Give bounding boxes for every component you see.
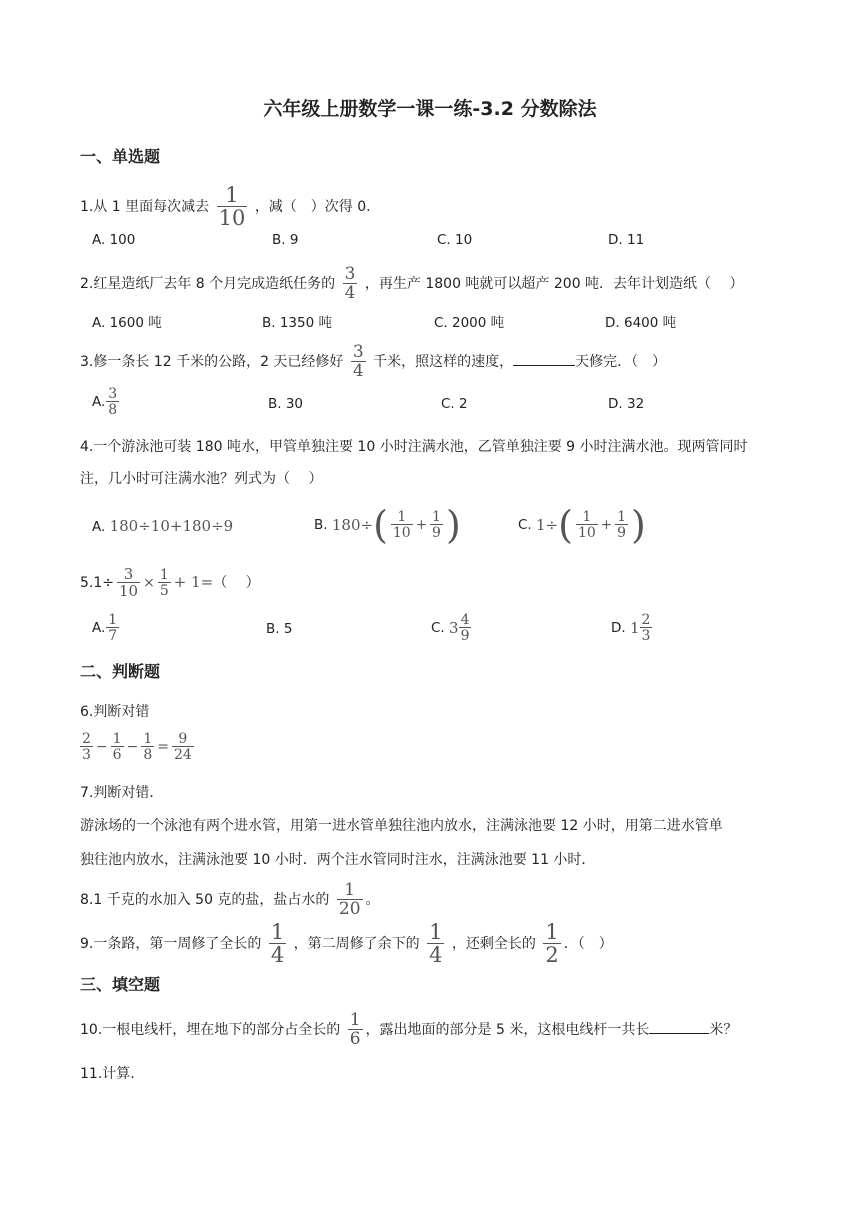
- question-2-option-c[interactable]: C. 2000 吨: [434, 315, 505, 331]
- section-heading-true-false: 二、判断题: [80, 662, 161, 681]
- question-3-option-c[interactable]: C. 2: [441, 396, 468, 412]
- question-4-line-1: 4.一个游泳池可装 180 吨水，甲管单独注要 10 小时注满水池，乙管单独注要 9 小时注满水池。现两管同时: [80, 439, 748, 455]
- question-2-option-d[interactable]: D. 6400 吨: [605, 315, 677, 331]
- question-2-option-b[interactable]: B. 1350 吨: [262, 315, 332, 331]
- fraction-one-quarter: $\frac{1}{4}$: [270, 920, 285, 967]
- fraction-one-tenth: $\frac{1}{10}$: [218, 183, 246, 230]
- question-5-option-b[interactable]: B. 5: [266, 621, 293, 637]
- fraction-one-seventh: $\frac{1}{7}$: [108, 612, 118, 644]
- question-4-option-a[interactable]: A. 180÷10+180÷9: [92, 517, 234, 535]
- section-heading-single-choice: 一、单选题: [80, 147, 161, 166]
- question-3-text-mid: 千米，照这样的速度，: [373, 354, 514, 370]
- fraction-one-quarter: $\frac{1}{4}$: [429, 920, 443, 967]
- question-3-option-d[interactable]: D. 32: [608, 396, 645, 412]
- question-1-option-a[interactable]: A. 100: [92, 232, 136, 248]
- question-1-option-b[interactable]: B. 9: [272, 232, 299, 248]
- fraction-four-ninths: $\frac{4}{9}$: [460, 612, 470, 644]
- question-5-option-a[interactable]: A. $\frac{1}{7}$: [92, 612, 118, 644]
- fraction-two-thirds: $\frac{2}{3}$: [82, 731, 91, 763]
- question-3: [80, 344, 666, 380]
- section-heading-fill-in: 三、填空题: [80, 975, 161, 994]
- question-1-text: 1.从 1 里面每次减去: [80, 199, 210, 215]
- fraction-one-fifth: $\frac{1}{5}$: [159, 567, 169, 599]
- fraction-one-tenth: $\frac{1}{10}$: [392, 509, 411, 541]
- question-5: 5.1÷ $\frac{3}{10}$ × $\frac{1}{5}$ + 1=（ ）: [80, 565, 260, 600]
- fraction-three-tenths: $\frac{3}{10}$: [119, 565, 139, 600]
- question-9: 9.一条路，第一周修了全长的 $\frac{1}{4}$ ，第二周修了余下的 $\frac{1}{4}$ ，还剩全长的 $\frac{1}{2}$ ．（ ）: [80, 920, 613, 967]
- question-3-option-b[interactable]: B. 30: [268, 396, 304, 412]
- question-11: 11.计算.: [80, 1066, 135, 1082]
- answer-blank[interactable]: [513, 365, 575, 366]
- question-1-option-d[interactable]: D. 11: [608, 232, 645, 248]
- question-2-text-end: ，再生产 1800 吨就可以超产 200 吨．去年计划造纸（ ）: [364, 276, 744, 292]
- fraction-one-ninth: $\frac{1}{9}$: [617, 509, 627, 541]
- fraction-one-eighth: $\frac{1}{8}$: [143, 731, 153, 763]
- question-7: 7.判断对错．: [80, 785, 164, 801]
- question-6: 6.判断对错: [80, 704, 150, 720]
- question-3-text-end: 天修完．（ ）: [575, 354, 667, 370]
- expression: 180÷10+180÷9: [109, 517, 234, 535]
- fraction-one-sixth: $\frac{1}{6}$: [112, 731, 122, 763]
- fraction-three-eighths: $\frac{3}{8}$: [108, 386, 118, 418]
- question-3-text: 3.修一条长 12 千米的公路，2 天已经修好: [80, 354, 344, 370]
- fraction-one-half: $\frac{1}{2}$: [545, 920, 559, 967]
- question-1-option-c[interactable]: C. 10: [437, 232, 473, 248]
- question-4-line-2: 注，几小时可注满水池？列式为（ ）: [80, 471, 323, 487]
- question-1-text-end: ，减（ ）次得 0.: [254, 199, 371, 215]
- question-3-option-a[interactable]: A. $\frac{3}{8}$: [92, 386, 118, 418]
- page-title: 六年级上册数学一课一练-3.2 分数除法: [263, 98, 597, 120]
- fraction-two-thirds: $\frac{2}{3}$: [641, 612, 651, 644]
- fraction-nine-twentyfourths: $\frac{9}{24}$: [173, 731, 192, 763]
- fraction-three-quarters: $\frac{3}{4}$: [344, 264, 356, 303]
- fraction-one-tenth: $\frac{1}{10}$: [577, 509, 596, 541]
- question-4-option-c[interactable]: C. 1÷( $\frac{1}{10}$ + $\frac{1}{9}$ ): [518, 503, 646, 547]
- question-2: [80, 266, 744, 302]
- question-2-text: 2.红星造纸厂去年 8 个月完成造纸任务的: [80, 276, 336, 292]
- question-2-option-a[interactable]: A. 1600 吨: [92, 315, 162, 331]
- question-1: [80, 185, 371, 229]
- question-7-line-2: 独往池内放水，注满泳池要 10 小时．两个注水管同时注水，注满泳池要 11 小时．: [80, 852, 596, 868]
- question-8: 8.1 千克的水加入 50 克的盐，盐占水的 $\frac{1}{20}$ 。: [80, 880, 380, 919]
- question-4-option-b[interactable]: B. 180÷( $\frac{1}{10}$ + $\frac{1}{9}$ ): [314, 503, 461, 547]
- question-10: 10.一根电线杆，埋在地下的部分占全长的 $\frac{1}{6}$ ，露出地面的部分是 5 米，这根电线杆一共长 米？: [80, 1010, 738, 1049]
- answer-blank[interactable]: [649, 1033, 709, 1034]
- question-7-line-1: 游泳场的一个泳池有两个进水管，用第一进水管单独往池内放水，注满泳池要 12 小时，用第二进水管单: [80, 818, 723, 834]
- fraction-three-quarters: $\frac{3}{4}$: [352, 342, 364, 381]
- question-5-option-d[interactable]: D. 1 $\frac{2}{3}$: [611, 612, 651, 644]
- fraction-one-twentieth: $\frac{1}{20}$: [338, 880, 361, 919]
- question-5-option-c[interactable]: C. 3 $\frac{4}{9}$: [431, 612, 470, 644]
- fraction-one-sixth: $\frac{1}{6}$: [349, 1010, 361, 1049]
- question-6-equation: $\frac{2}{3}$ − $\frac{1}{6}$ − $\frac{1}{8}$ = $\frac{9}{24}$: [82, 731, 192, 763]
- fraction-one-ninth: $\frac{1}{9}$: [432, 509, 441, 541]
